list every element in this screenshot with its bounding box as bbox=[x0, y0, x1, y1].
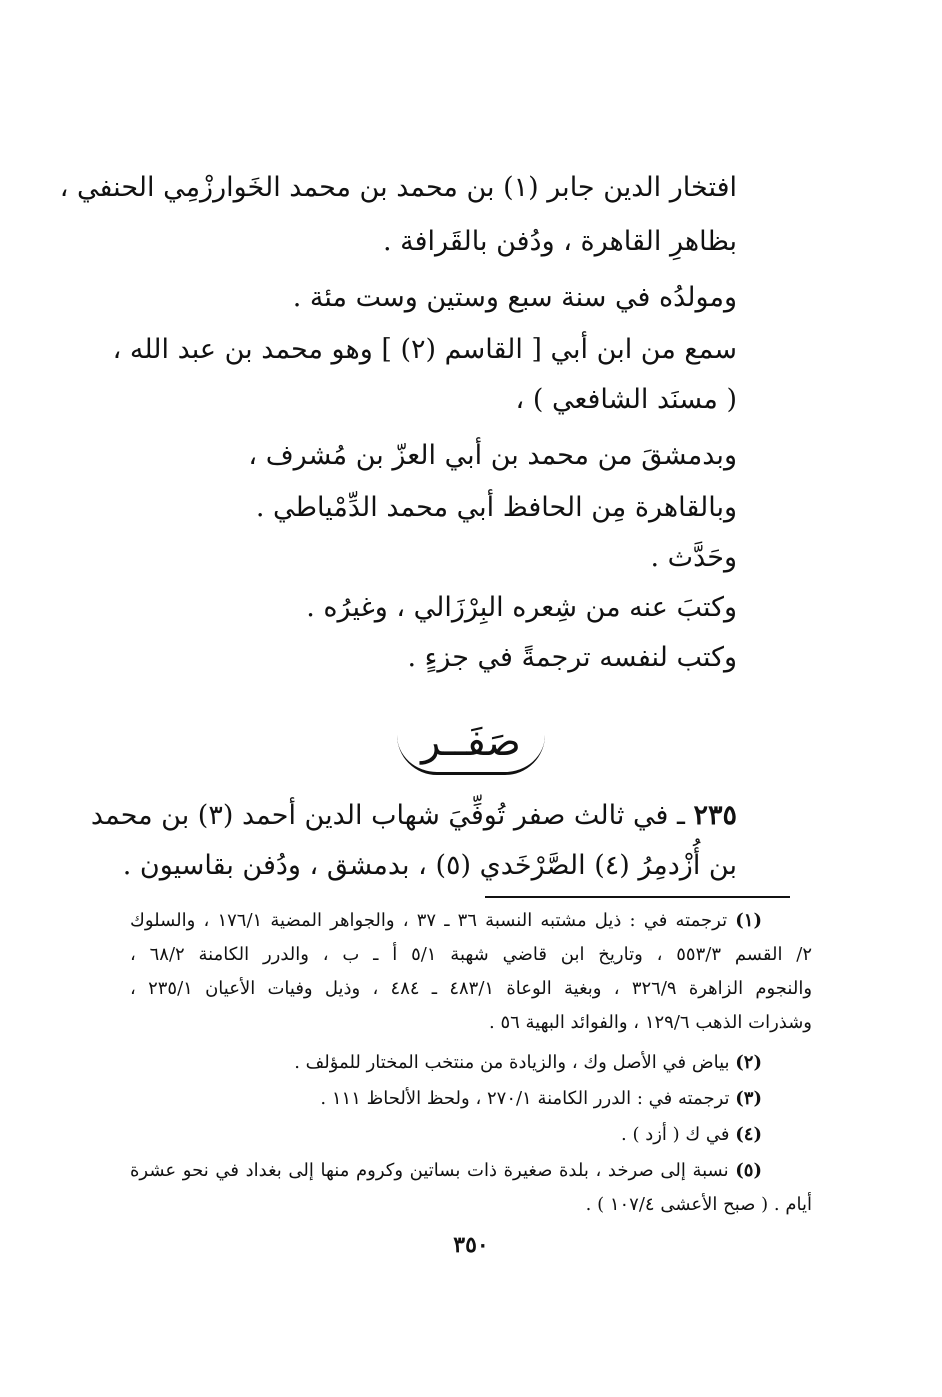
entry-line-1 bbox=[90, 796, 737, 836]
footnote-4-text: في ك ( أزد ) . bbox=[621, 1124, 730, 1145]
footnote-4-number: (٤) bbox=[735, 1124, 762, 1145]
body-line-9: وكتبَ عنه من شِعره البِرْزَالي ، وغيرُه . bbox=[306, 592, 737, 623]
entry-line-2: بن أُزْدمِرُ (٤) الصَّرْخَدي (٥) ، بدمشق ، ودُفن بقاسيون . bbox=[122, 850, 737, 881]
footnote-5-line-1 bbox=[130, 1156, 762, 1186]
body-line-2: بظاهرِ القاهرة ، ودُفن بالقَرافة . bbox=[382, 226, 737, 257]
footnote-5-line-2: أيام . ( صبح الأعشى ١٠٧/٤ ) . bbox=[585, 1194, 812, 1215]
footnote-1-text-1: ترجمته في : ذيل مشتبه النسبة ٣٦ ـ ٣٧ ، والجواهر المضية ١٧٦/١ ، والسلوك bbox=[130, 910, 728, 931]
section-heading bbox=[0, 712, 942, 775]
footnote-2-number: (٢) bbox=[735, 1052, 762, 1073]
section-heading-text: صَفَــر bbox=[397, 712, 545, 775]
body-line-4: سمع من ابن أبي [ القاسم (٢) ] وهو محمد بن عبد الله ، bbox=[112, 334, 737, 365]
body-line-3: ومولدُه في سنة سبع وستين وست مئة . bbox=[292, 282, 737, 313]
body-line-5: ( مسنَد الشافعي ) ، bbox=[515, 384, 737, 415]
page-number: ٣٥٠ bbox=[453, 1232, 489, 1258]
body-line-8: وحَدَّث . bbox=[650, 542, 737, 573]
footnote-4 bbox=[621, 1120, 762, 1150]
footnote-5-number: (٥) bbox=[735, 1160, 762, 1181]
body-line-7: وبالقاهرة مِن الحافظ أبي محمد الدِّمْياطي . bbox=[255, 492, 737, 523]
footnote-5-text-1: نسبة إلى صرخد ، بلدة صغيرة ذات بساتين وكروم منها إلى بغداد في نحو عشرة bbox=[130, 1160, 729, 1181]
body-line-6: وبدمشقَ من محمد بن أبي العزّ بن مُشرف ، bbox=[248, 440, 737, 471]
footnote-1-line-1 bbox=[130, 906, 762, 936]
footnote-2 bbox=[294, 1048, 762, 1078]
footnote-separator bbox=[485, 896, 790, 898]
footnote-1-number: (١) bbox=[735, 910, 762, 931]
entry-number: ٢٣٥ bbox=[693, 800, 737, 831]
footnote-1-line-4: وشذرات الذهب ١٢٩/٦ ، والفوائد البهية ٥٦ . bbox=[489, 1012, 812, 1033]
entry-text-1: ـ في ثالث صفر تُوفِّيَ شهاب الدين أحمد (٣) بن محمد bbox=[90, 800, 685, 831]
body-line-1: افتخار الدين جابر (١) بن محمد بن محمد الخَوارزْمِي الحنفي ، bbox=[59, 172, 737, 203]
footnote-3-number: (٣) bbox=[735, 1088, 762, 1109]
footnote-3 bbox=[320, 1084, 762, 1114]
body-line-10: وكتب لنفسه ترجمةً في جزءٍ . bbox=[407, 642, 737, 673]
footnote-1-line-2: ٢/ القسم ٥٥٣/٣ ، وتاريخ ابن قاضي شهبة ٥/١ أ ـ ب ، والدرر الكامنة ٦٨/٢ ، bbox=[130, 944, 812, 965]
footnote-3-text: ترجمته في : الدرر الكامنة ٢٧٠/١ ، ولحظ الألحاظ ١١١ . bbox=[320, 1088, 730, 1109]
footnote-1-line-3: والنجوم الزاهرة ٣٢٦/٩ ، وبغية الوعاة ٤٨٣/١ ـ ٤٨٤ ، وذيل وفيات الأعيان ٢٣٥/١ ، bbox=[130, 978, 813, 999]
footnote-2-text: بياض في الأصل وك ، والزيادة من منتخب المختار للمؤلف . bbox=[294, 1052, 730, 1073]
